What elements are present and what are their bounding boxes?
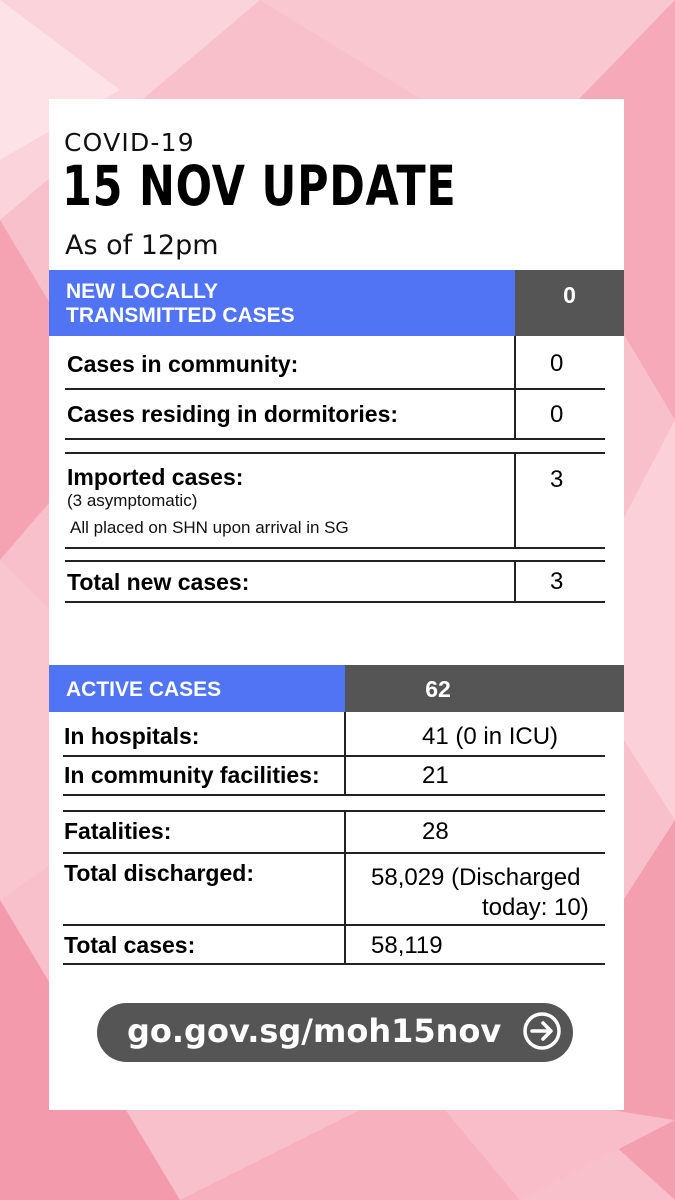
row-divider <box>63 963 605 965</box>
row-divider <box>65 601 605 603</box>
total-cases-value: 58,119 <box>371 932 443 959</box>
total-new-cases-label: Total new cases: <box>67 569 250 595</box>
row-divider <box>63 924 605 926</box>
row-divider <box>63 794 605 796</box>
as-of-text: As of 12pm <box>65 230 219 261</box>
page-title: 15 NOV UPDATE <box>62 154 457 218</box>
arrow-circle-right-icon <box>522 1011 562 1051</box>
short-link-text: go.gov.sg/moh15nov <box>127 1012 502 1050</box>
update-card <box>49 99 624 1110</box>
fatalities-label: Fatalities: <box>64 818 172 844</box>
fatalities-value: 28 <box>422 818 449 845</box>
imported-cases-label: Imported cases: <box>67 464 244 490</box>
row-divider <box>65 452 605 454</box>
active-cases-heading-value <box>345 665 624 712</box>
local-cases-heading-line2: TRANSMITTED CASES <box>66 304 295 327</box>
row-divider <box>65 560 605 562</box>
community-facilities-label: In community facilities: <box>64 762 320 788</box>
active-cases-total-value: 62 <box>425 676 451 702</box>
local-table-divider-2 <box>514 452 516 548</box>
short-link-button[interactable] <box>97 1003 573 1062</box>
discharged-value-line2: today: 10) <box>482 894 589 921</box>
local-cases-heading-value <box>515 270 624 336</box>
community-facilities-value: 21 <box>422 762 449 789</box>
imported-cases-value: 3 <box>550 466 564 493</box>
row-divider <box>65 438 605 440</box>
active-cases-heading <box>49 665 345 712</box>
hospital-cases-label: In hospitals: <box>64 723 200 749</box>
local-cases-heading-line1: NEW LOCALLY <box>66 280 219 303</box>
row-divider <box>63 810 605 812</box>
row-divider <box>65 388 605 390</box>
local-cases-total-value: 0 <box>563 282 576 308</box>
active-table-divider-2 <box>344 812 346 965</box>
hospital-cases-value: 41 (0 in ICU) <box>422 723 559 750</box>
row-divider <box>63 852 605 854</box>
active-table-divider-1 <box>344 712 346 795</box>
imported-cases-note-2: All placed on SHN upon arrival in SG <box>70 518 349 537</box>
total-cases-label: Total cases: <box>64 932 196 958</box>
community-cases-label: Cases in community: <box>67 351 299 377</box>
total-new-cases-value: 3 <box>550 568 564 595</box>
discharged-label: Total discharged: <box>64 860 254 886</box>
kicker-text: COVID-19 <box>64 128 195 157</box>
row-divider <box>65 547 605 549</box>
dormitory-cases-value: 0 <box>550 401 564 428</box>
imported-cases-note-1: (3 asymptomatic) <box>67 491 198 510</box>
local-cases-heading <box>49 270 515 336</box>
local-table-divider-3 <box>514 560 516 602</box>
row-divider <box>63 755 605 757</box>
community-cases-value: 0 <box>550 350 564 377</box>
active-cases-heading-label: ACTIVE CASES <box>66 678 222 701</box>
dormitory-cases-label: Cases residing in dormitories: <box>67 401 399 427</box>
discharged-value-line1: 58,029 (Discharged <box>371 864 581 891</box>
